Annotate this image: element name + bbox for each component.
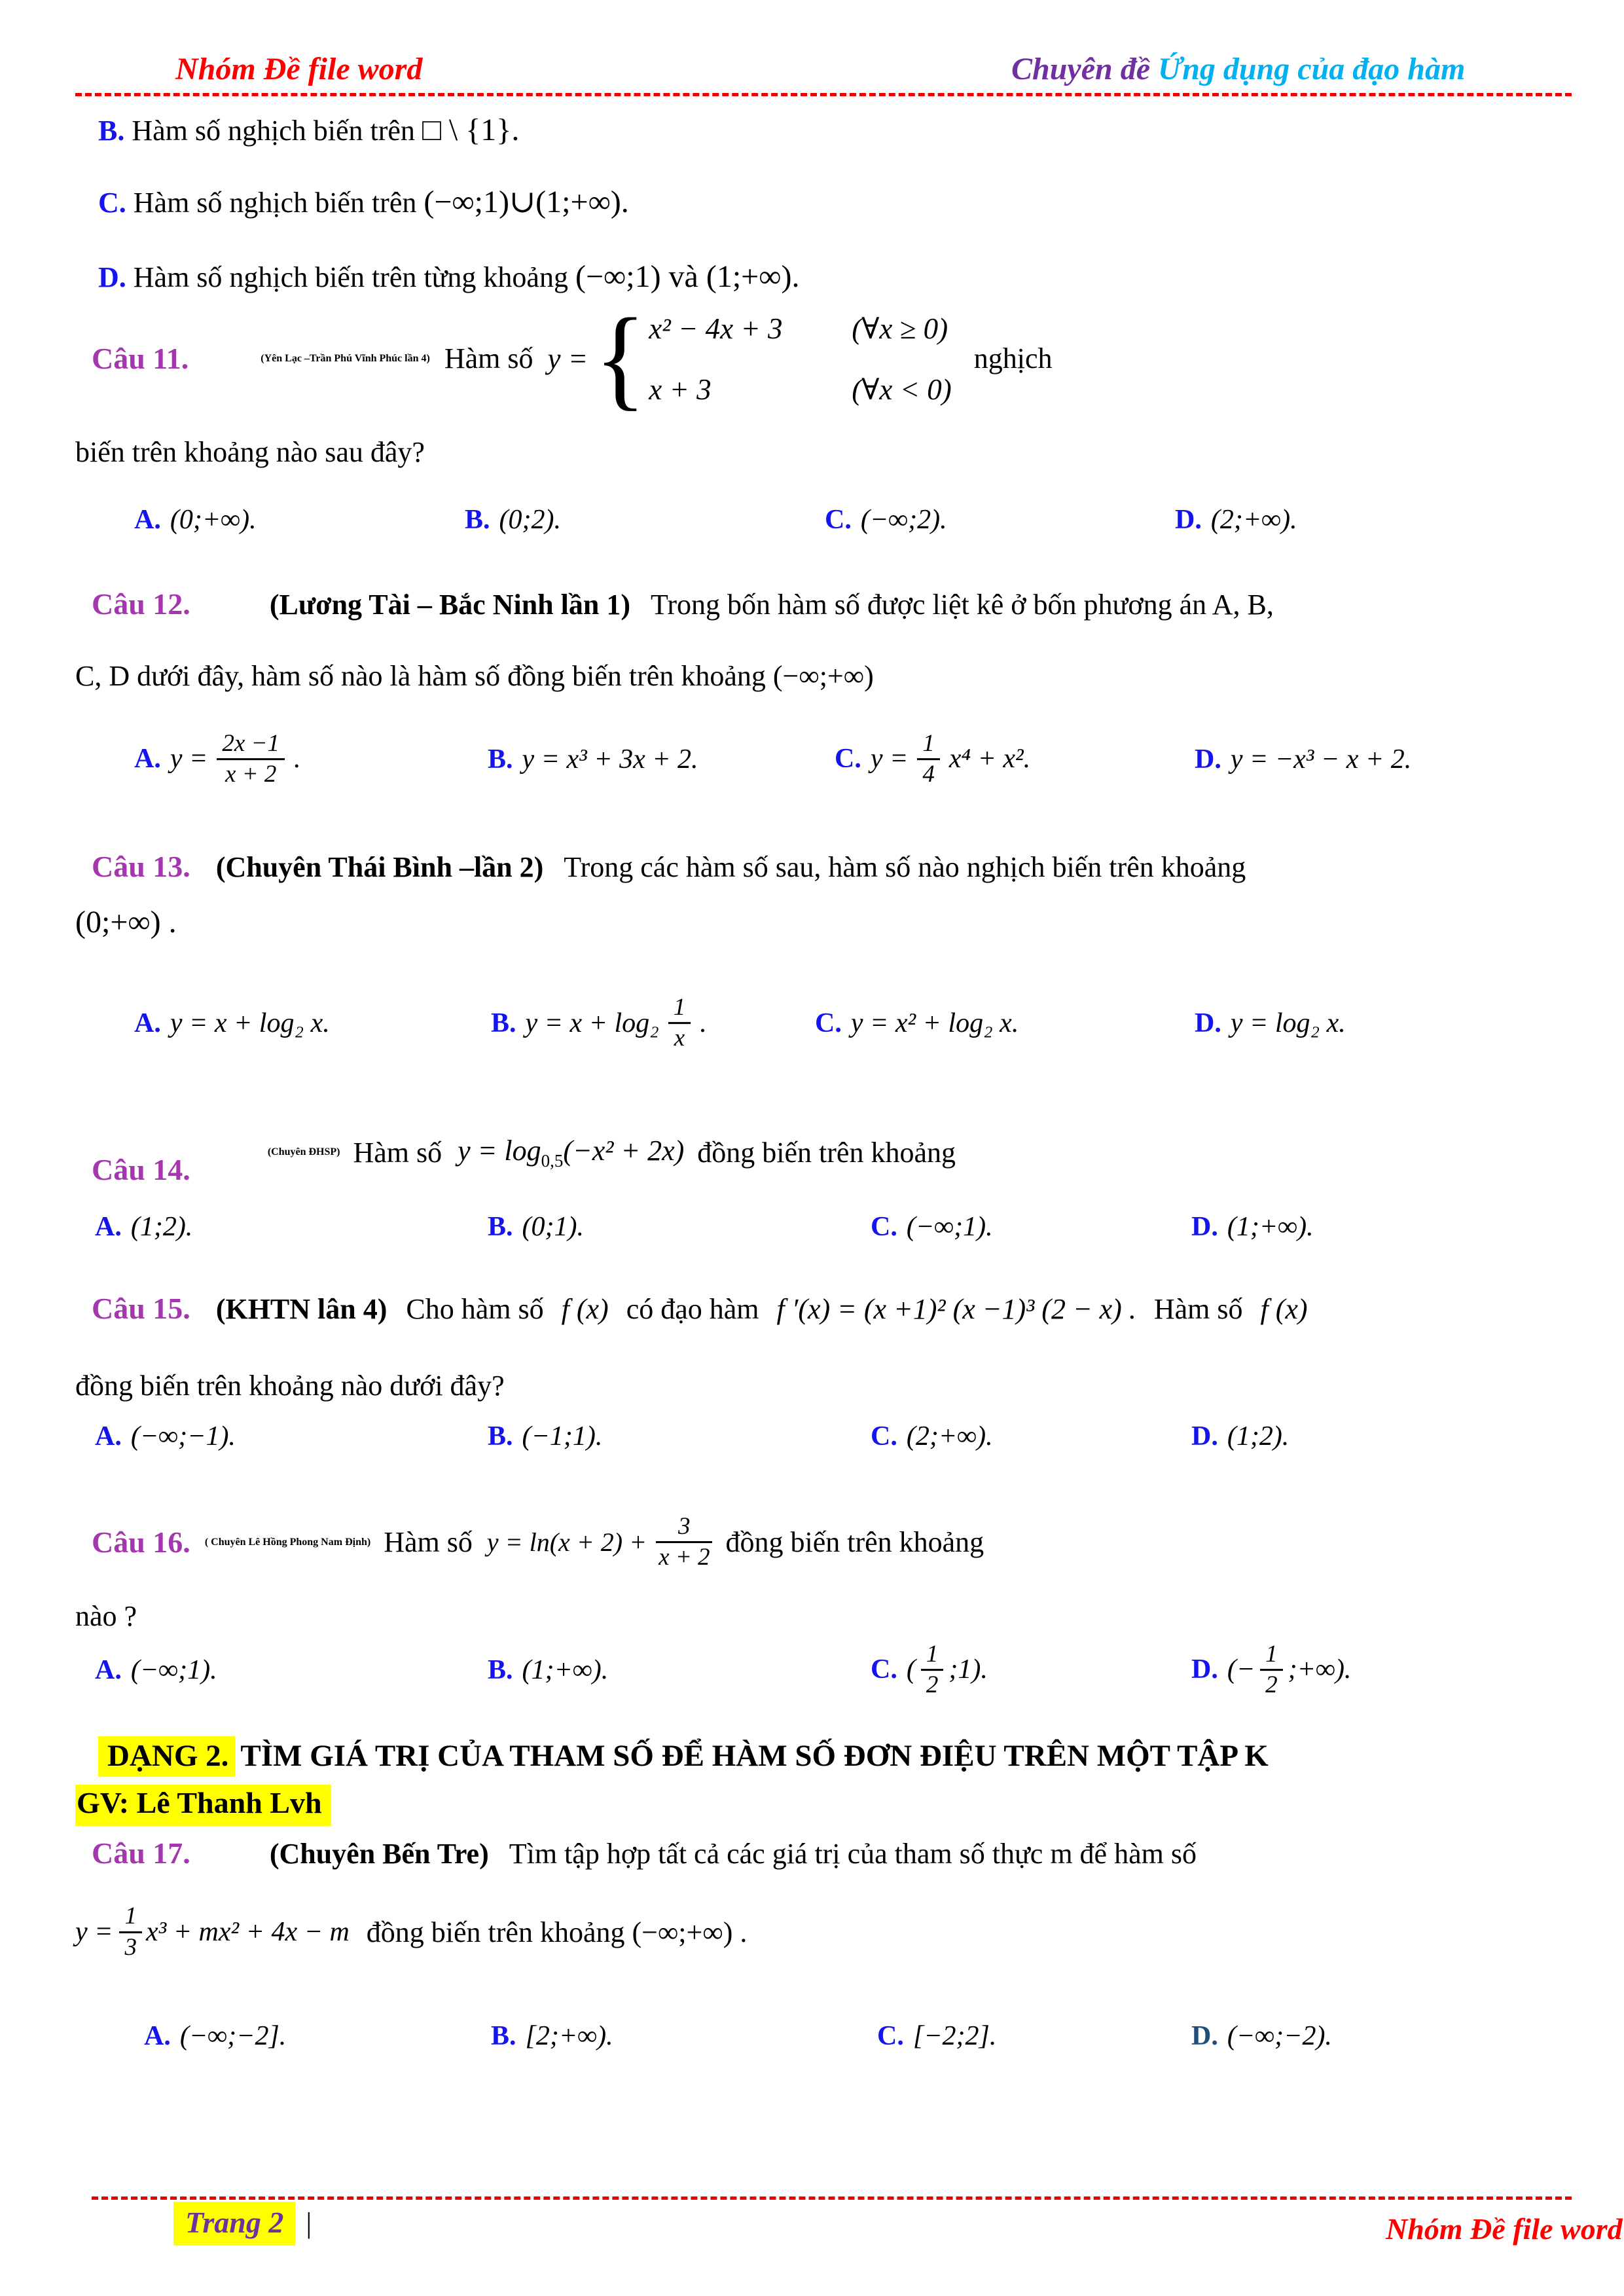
question-label: Câu 11. — [92, 342, 189, 375]
answer-option — [1195, 744, 1411, 775]
question-source: (Lương Tài – Bắc Ninh lần 1) — [269, 589, 630, 621]
answer-option — [95, 1421, 236, 1452]
answer-option — [1191, 1640, 1351, 1700]
section-title: TÌM GIÁ TRỊ CỦA THAM SỐ ĐỂ HÀM SỐ ĐƠN ĐIỆU TRÊN MỘT TẬP K — [240, 1739, 1269, 1773]
question-14 — [0, 1113, 1624, 1192]
option-value: (−∞;1). — [906, 1212, 993, 1242]
option-value: (−∞;−2). — [1227, 2021, 1332, 2051]
option-post: ;+∞). — [1288, 1654, 1352, 1685]
fraction-numerator: 2x −1 — [217, 729, 285, 760]
answer-option — [95, 1211, 192, 1243]
answer-option — [871, 1640, 988, 1700]
option-value: (0;+∞). — [170, 505, 257, 535]
piecewise-rows — [649, 311, 951, 407]
answer-option — [1191, 1211, 1314, 1243]
option-math: (−∞;1)∪(1;+∞). — [424, 185, 629, 219]
section-badge: DẠNG 2. — [98, 1736, 235, 1777]
formula-poly: x³ + mx² + 4x − m — [145, 1917, 350, 1947]
option-value: (2;+∞). — [1210, 505, 1297, 535]
option-pre: (− — [1227, 1654, 1255, 1685]
option-value: (−∞;−2]. — [179, 2021, 287, 2051]
question-label: Câu 17. — [92, 1836, 190, 1870]
option-text: Hàm số nghịch biến trên từng khoảng — [133, 261, 575, 293]
option-post: x⁴ + x². — [948, 744, 1031, 774]
answer-option — [877, 2020, 996, 2052]
section-teacher — [75, 1785, 331, 1820]
option-value: y = x² + log₂ x. — [850, 1008, 1019, 1038]
fraction-numerator: 3 — [656, 1512, 712, 1543]
option-post: . — [293, 744, 301, 774]
question-11-line2: biến trên khoảng nào sau đây? — [75, 436, 425, 468]
formula-subscript: 0,5 — [541, 1150, 564, 1171]
formula-lhs: y = — [75, 1917, 113, 1947]
option-letter: C. — [877, 2021, 904, 2051]
question-13 — [92, 847, 1572, 888]
teacher-name: GV: Lê Thanh Lvh — [75, 1785, 331, 1826]
option-letter: B. — [488, 1212, 513, 1242]
fraction — [917, 729, 940, 790]
option-letter: C. — [98, 187, 126, 219]
fraction-denominator: x — [674, 1025, 685, 1052]
question-text-cont: đồng biến trên khoảng (−∞;+∞) . — [366, 1916, 748, 1948]
option-letter: B. — [465, 505, 490, 535]
option-value: (2;+∞). — [906, 1421, 993, 1451]
answer-option — [95, 1654, 217, 1686]
question-text: Tìm tập hợp tất cả các giá trị của tham số thực m để hàm số — [509, 1838, 1197, 1870]
piecewise-cond: (∀x < 0) — [852, 373, 952, 406]
question-15-options — [0, 1413, 1624, 1460]
answer-option — [491, 993, 707, 1053]
option-letter: C. — [871, 1421, 897, 1451]
formula-argument: (−x² + 2x) — [563, 1134, 685, 1167]
question-text: Hàm số — [1153, 1293, 1243, 1325]
question-text: Trong bốn hàm số được liệt kê ở bốn phương án A, B, — [651, 589, 1274, 621]
option-letter: B. — [488, 1654, 513, 1685]
answer-option — [488, 1654, 608, 1686]
option-math: □ \ {1}. — [422, 113, 520, 147]
question-text: có đạo hàm — [626, 1293, 759, 1325]
piecewise-cond: (∀x ≥ 0) — [852, 312, 948, 345]
answer-option — [134, 504, 257, 536]
footer-brand: Nhóm Đề file word — [1386, 2212, 1623, 2246]
header-divider — [75, 93, 1572, 96]
answer-option — [815, 1008, 1019, 1039]
question-17-options — [0, 2007, 1624, 2066]
question-text-cont: nghịch — [973, 342, 1053, 374]
formula-fx: f (x) — [1260, 1293, 1308, 1325]
fraction-numerator: 1 — [921, 1640, 944, 1671]
option-value: (−∞;2). — [860, 505, 947, 535]
answer-option — [488, 1211, 584, 1243]
option-value: (−∞;−1). — [130, 1421, 236, 1451]
question-text: Hàm số — [353, 1136, 442, 1169]
option-value: (1;2). — [130, 1212, 193, 1242]
answer-option — [1175, 504, 1297, 536]
section-heading — [98, 1738, 1269, 1774]
answer-option — [465, 504, 561, 536]
answer-option — [134, 1008, 330, 1039]
formula-ln: y = ln(x + 2) + — [486, 1527, 647, 1557]
question-14-options — [0, 1203, 1624, 1250]
question-source: (Yên Lạc –Trần Phú Vĩnh Phúc lần 4) — [261, 352, 430, 364]
answer-option — [871, 1211, 993, 1243]
formula-fx: f (x) — [561, 1293, 609, 1325]
question-11 — [0, 295, 1624, 422]
intro-option-d — [98, 257, 1572, 298]
question-label: Câu 14. — [92, 1152, 190, 1186]
option-letter: B. — [488, 1421, 513, 1451]
header-left-brand: Nhóm Đề file word — [175, 52, 423, 86]
formula-lhs: y = — [547, 342, 588, 375]
option-value: y = x + log₂ x. — [170, 1008, 330, 1038]
option-letter: A. — [95, 1212, 122, 1242]
option-letter: D. — [1191, 1212, 1218, 1242]
header-topic-label: Chuyên đề — [1011, 52, 1159, 86]
option-value: (0;1). — [522, 1212, 584, 1242]
option-letter: D. — [1195, 1008, 1221, 1038]
option-letter: B. — [491, 1008, 516, 1038]
piecewise-expr: x² − 4x + 3 — [649, 312, 783, 345]
answer-option — [488, 1421, 602, 1452]
option-letter: C. — [825, 505, 852, 535]
answer-option — [1191, 2020, 1332, 2052]
option-letter: A. — [144, 2021, 171, 2051]
option-post: ;1). — [948, 1654, 988, 1685]
question-11-options — [0, 499, 1624, 541]
question-text: Hàm số — [444, 342, 533, 374]
option-pre: y = x + log₂ — [525, 1008, 659, 1038]
option-text: Hàm số nghịch biến trên — [133, 187, 424, 219]
question-label: Câu 12. — [92, 587, 190, 621]
formula — [458, 1134, 684, 1171]
footer-divider — [92, 2196, 1572, 2200]
option-letter: D. — [98, 261, 126, 293]
option-letter: D. — [1175, 505, 1202, 535]
option-letter: A. — [134, 505, 161, 535]
question-label: Câu 16. — [92, 1525, 190, 1559]
question-source: (Chuyên Thái Bình –lần 2) — [215, 851, 544, 883]
question-15 — [92, 1288, 1572, 1330]
question-text: Trong các hàm số sau, hàm số nào nghịch biến trên khoảng — [564, 851, 1246, 883]
option-post: . — [700, 1008, 707, 1038]
fraction — [1260, 1640, 1283, 1700]
question-16-options — [0, 1616, 1624, 1724]
option-letter: B. — [98, 115, 125, 147]
page-footer — [173, 2205, 1623, 2246]
fraction-denominator: 3 — [124, 1933, 137, 1961]
piecewise-row — [649, 372, 951, 407]
option-value: [2;+∞). — [525, 2021, 613, 2051]
option-value: (1;2). — [1227, 1421, 1290, 1451]
option-math: (−∞;1) và (1;+∞). — [575, 259, 800, 294]
fraction — [656, 1512, 712, 1573]
answer-option — [825, 504, 947, 536]
option-letter: B. — [491, 2021, 516, 2051]
option-value: (−1;1). — [522, 1421, 603, 1451]
formula-derivative: f ′(x) = (x +1)² (x −1)³ (2 − x) . — [776, 1293, 1136, 1325]
fraction-denominator: 2 — [926, 1671, 939, 1698]
question-12 — [92, 584, 1572, 625]
intro-option-c — [98, 182, 1572, 223]
option-letter: C. — [871, 1212, 897, 1242]
question-label: Câu 15. — [92, 1292, 190, 1325]
question-source: ( Chuyên Lê Hồng Phong Nam Định) — [204, 1536, 371, 1548]
option-value: (−∞;1). — [130, 1654, 217, 1685]
question-source: (KHTN lân 4) — [215, 1293, 388, 1325]
option-value: [−2;2]. — [912, 2021, 997, 2051]
option-letter: D. — [1191, 2021, 1218, 2051]
answer-option — [1191, 1421, 1289, 1452]
option-letter: A. — [134, 1008, 161, 1038]
fraction-numerator: 1 — [668, 993, 691, 1024]
answer-option — [871, 1421, 993, 1452]
option-letter: D. — [1191, 1654, 1218, 1685]
option-letter: D. — [1191, 1421, 1218, 1451]
option-value: y = x³ + 3x + 2. — [522, 744, 698, 774]
option-text: Hàm số nghịch biến trên — [132, 115, 422, 147]
question-text-cont: đồng biến trên khoảng — [697, 1136, 956, 1169]
formula-base: y = log — [458, 1134, 541, 1167]
option-value: (1;+∞). — [522, 1654, 609, 1685]
fraction — [217, 729, 285, 790]
fraction-denominator: x + 2 — [225, 761, 277, 788]
piecewise-row — [649, 311, 951, 346]
intro-option-b — [98, 110, 1572, 151]
option-value: (1;+∞). — [1227, 1212, 1314, 1242]
option-letter: C. — [835, 744, 861, 774]
fraction-denominator: x + 2 — [659, 1544, 710, 1571]
header-topic-name: Ứng dụng của đạo hàm — [1158, 52, 1466, 86]
fraction — [921, 1640, 944, 1700]
option-letter: B. — [488, 744, 513, 774]
header-right-title — [1011, 51, 1465, 87]
fraction-numerator: 1 — [119, 1902, 142, 1933]
question-12-line2: C, D dưới đây, hàm số nào là hàm số đồng biến trên khoảng (−∞;+∞) — [75, 660, 874, 692]
option-pre: ( — [906, 1654, 916, 1685]
option-value: y = −x³ − x + 2. — [1230, 744, 1412, 774]
fraction-numerator: 1 — [1260, 1640, 1283, 1671]
fraction — [668, 993, 691, 1053]
question-text-cont: đồng biến trên khoảng — [725, 1526, 984, 1558]
question-17 — [92, 1833, 1572, 1874]
fraction-denominator: 4 — [922, 761, 935, 788]
question-16 — [0, 1491, 1624, 1593]
fraction — [119, 1902, 142, 1962]
question-16-line2: nào ? — [75, 1600, 137, 1632]
piecewise-formula — [533, 295, 952, 421]
question-text: Cho hàm số — [406, 1293, 544, 1325]
option-value: (0;2). — [499, 505, 561, 535]
question-source: (Chuyên Bến Tre) — [269, 1838, 489, 1870]
question-source: (Chuyên ĐHSP) — [267, 1146, 340, 1157]
question-17-formula — [0, 1883, 1624, 1981]
fraction-numerator: 1 — [917, 729, 940, 760]
answer-option — [144, 2020, 286, 2052]
answer-option — [134, 729, 300, 790]
option-pre: y = — [170, 744, 208, 774]
brace-glyph: { — [594, 295, 647, 421]
question-label: Câu 13. — [92, 850, 190, 883]
option-pre: y = — [870, 744, 909, 774]
option-letter: C. — [815, 1008, 842, 1038]
answer-option — [488, 744, 698, 775]
question-15-line2: đồng biến trên khoảng nào dưới đây? — [75, 1370, 505, 1402]
option-value: y = log₂ x. — [1230, 1008, 1346, 1038]
fraction-denominator: 2 — [1265, 1671, 1278, 1698]
question-text: Hàm số — [384, 1526, 473, 1558]
question-13-line2: (0;+∞) . — [75, 905, 177, 939]
answer-option — [835, 729, 1030, 790]
option-letter: A. — [95, 1654, 122, 1685]
answer-option — [491, 2020, 613, 2052]
footer-separator: | — [306, 2207, 312, 2239]
page-number: Trang 2 — [173, 2202, 295, 2246]
answer-option — [1195, 1008, 1346, 1039]
question-13-options — [0, 968, 1624, 1079]
piecewise-expr: x + 3 — [649, 373, 712, 406]
option-letter: A. — [134, 744, 161, 774]
option-letter: C. — [871, 1654, 897, 1685]
question-12-options — [0, 708, 1624, 810]
option-letter: D. — [1195, 744, 1221, 774]
option-letter: A. — [95, 1421, 122, 1451]
